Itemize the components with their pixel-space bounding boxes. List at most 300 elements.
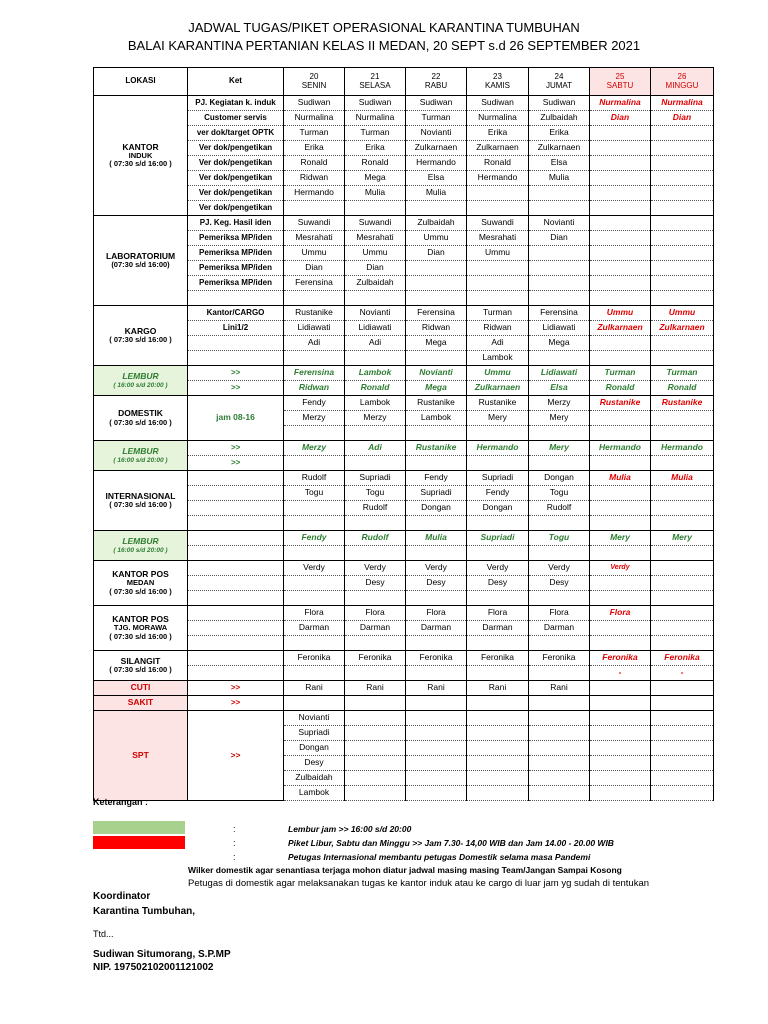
lokasi-line: MEDAN	[126, 578, 155, 588]
shift-cell-selasa	[345, 546, 406, 561]
shift-cell-rabu: Dian	[406, 246, 467, 261]
lokasi-lembur-3	[94, 531, 188, 561]
shift-cell-kamis: Dongan	[467, 501, 529, 516]
shift-cell-jumat	[529, 546, 590, 561]
shift-cell-rabu	[406, 771, 467, 786]
day-date: 20	[309, 71, 319, 81]
shift-cell-sabtu	[590, 186, 651, 201]
shift-cell-rabu	[406, 666, 467, 681]
shift-cell-senin	[284, 291, 345, 306]
shift-cell-selasa: Lidiawati	[345, 321, 406, 336]
shift-cell-kamis: Hermando	[467, 171, 529, 186]
shift-cell-senin: Rustanike	[284, 306, 345, 321]
shift-cell-sabtu: -	[590, 666, 651, 681]
ket-cell: >>	[188, 441, 284, 456]
shift-cell-rabu: Sudiwan	[406, 96, 467, 111]
lokasi-line: KARGO	[124, 325, 157, 336]
shift-cell-senin: Ferensina	[284, 366, 345, 381]
shift-cell-selasa	[345, 426, 406, 441]
shift-cell-kamis	[467, 276, 529, 291]
shift-cell-minggu	[651, 546, 714, 561]
shift-cell-minggu: Dian	[651, 111, 714, 126]
lokasi-line: SAKIT	[127, 697, 154, 708]
shift-cell-sabtu: Ronald	[590, 381, 651, 396]
shift-cell-minggu	[651, 276, 714, 291]
shift-cell-kamis: Mesrahati	[467, 231, 529, 246]
shift-cell-selasa: Dian	[345, 261, 406, 276]
shift-cell-minggu	[651, 501, 714, 516]
shift-cell-jumat	[529, 276, 590, 291]
lokasi-kantor-pos-medan	[94, 561, 188, 606]
shift-cell-selasa	[345, 786, 406, 801]
shift-cell-senin: Mesrahati	[284, 231, 345, 246]
schedule-table	[93, 67, 714, 801]
shift-cell-rabu: Feronika	[406, 651, 467, 666]
shift-cell-kamis: Zulkarnaen	[467, 141, 529, 156]
shift-cell-kamis: Desy	[467, 576, 529, 591]
shift-cell-kamis: Supriadi	[467, 531, 529, 546]
table-row	[94, 216, 714, 231]
ket-cell: >>	[188, 696, 284, 711]
shift-cell-senin: Ummu	[284, 246, 345, 261]
shift-cell-jumat	[529, 351, 590, 366]
shift-cell-rabu: Verdy	[406, 561, 467, 576]
shift-cell-selasa: Mesrahati	[345, 231, 406, 246]
shift-cell-rabu	[406, 201, 467, 216]
shift-cell-rabu	[406, 546, 467, 561]
shift-cell-rabu	[406, 711, 467, 726]
shift-cell-selasa: Ronald	[345, 381, 406, 396]
shift-cell-selasa: Erika	[345, 141, 406, 156]
shift-cell-rabu: Rustanike	[406, 396, 467, 411]
shift-cell-minggu	[651, 726, 714, 741]
shift-cell-jumat: Mery	[529, 411, 590, 426]
shift-cell-sabtu	[590, 246, 651, 261]
shift-cell-senin: Nurmalina	[284, 111, 345, 126]
lokasi-lembur-2	[94, 441, 188, 471]
shift-cell-sabtu: Zulkarnaen	[590, 321, 651, 336]
ket-cell	[188, 336, 284, 351]
shift-cell-selasa	[345, 756, 406, 771]
shift-cell-rabu	[406, 741, 467, 756]
shift-cell-selasa: Turman	[345, 126, 406, 141]
lokasi-line: KANTOR POS	[112, 614, 169, 625]
shift-cell-minggu	[651, 411, 714, 426]
shift-cell-sabtu: Mulia	[590, 471, 651, 486]
lokasi-internasional	[94, 471, 188, 531]
shift-cell-sabtu	[590, 171, 651, 186]
shift-cell-rabu	[406, 636, 467, 651]
shift-cell-senin: Dongan	[284, 741, 345, 756]
lokasi-line: INDUK	[128, 150, 153, 160]
shift-cell-rabu: Mulia	[406, 531, 467, 546]
shift-cell-rabu: Ridwan	[406, 321, 467, 336]
lokasi-lembur-1	[94, 366, 188, 396]
day-date: 21	[370, 71, 380, 81]
shift-cell-sabtu	[590, 456, 651, 471]
table-row	[94, 396, 714, 411]
shift-cell-selasa: Feronika	[345, 651, 406, 666]
shift-cell-senin: Flora	[284, 606, 345, 621]
ket-cell: Pemeriksa MP/iden	[188, 246, 284, 261]
note-internasional: Petugas Internasional membantu petugas Domestik selama masa Pandemi	[288, 852, 591, 862]
shift-cell-sabtu: Mery	[590, 531, 651, 546]
table-row	[94, 606, 714, 621]
shift-cell-selasa: Rudolf	[345, 501, 406, 516]
shift-cell-senin	[284, 501, 345, 516]
shift-cell-rabu: Mega	[406, 336, 467, 351]
shift-cell-kamis	[467, 756, 529, 771]
shift-cell-jumat	[529, 741, 590, 756]
header-row	[94, 68, 714, 96]
shift-cell-minggu	[651, 201, 714, 216]
shift-cell-kamis: Feronika	[467, 651, 529, 666]
header-lokasi: LOKASI	[94, 68, 188, 96]
shift-cell-sabtu	[590, 426, 651, 441]
shift-cell-jumat: Lidiawati	[529, 321, 590, 336]
lokasi-line: KANTOR POS	[112, 569, 169, 580]
lokasi-line: ( 07:30 s/d 16:00 )	[109, 665, 172, 675]
shift-cell-rabu: Desy	[406, 576, 467, 591]
shift-cell-senin	[284, 351, 345, 366]
shift-cell-minggu: Turman	[651, 366, 714, 381]
ket-cell	[188, 486, 284, 501]
legend-red-swatch	[93, 836, 185, 849]
table-row	[94, 561, 714, 576]
shift-cell-jumat: Elsa	[529, 381, 590, 396]
shift-cell-jumat: Feronika	[529, 651, 590, 666]
ket-cell: Pemeriksa MP/iden	[188, 261, 284, 276]
ket-cell	[188, 531, 284, 546]
shift-cell-jumat: Rudolf	[529, 501, 590, 516]
shift-cell-jumat: Mery	[529, 441, 590, 456]
lokasi-line: LEMBUR	[122, 536, 159, 547]
shift-cell-rabu	[406, 291, 467, 306]
shift-cell-selasa: Lambok	[345, 396, 406, 411]
shift-cell-kamis: Ummu	[467, 366, 529, 381]
header-day-kamis	[467, 68, 529, 96]
ket-cell: Pemeriksa MP/iden	[188, 276, 284, 291]
shift-cell-jumat	[529, 591, 590, 606]
shift-cell-rabu: Supriadi	[406, 486, 467, 501]
shift-cell-minggu: Feronika	[651, 651, 714, 666]
shift-cell-senin	[284, 516, 345, 531]
shift-cell-sabtu	[590, 231, 651, 246]
shift-cell-jumat: Darman	[529, 621, 590, 636]
shift-cell-kamis	[467, 786, 529, 801]
shift-cell-selasa: Supriadi	[345, 471, 406, 486]
shift-cell-jumat: Zulbaidah	[529, 111, 590, 126]
shift-cell-senin: Ronald	[284, 156, 345, 171]
table-row	[94, 471, 714, 486]
shift-cell-minggu	[651, 336, 714, 351]
shift-cell-rabu: Rustanike	[406, 441, 467, 456]
shift-cell-minggu	[651, 636, 714, 651]
shift-cell-minggu	[651, 591, 714, 606]
shift-cell-jumat: Elsa	[529, 156, 590, 171]
shift-cell-selasa: Verdy	[345, 561, 406, 576]
lokasi-line: TJG. MORAWA	[113, 623, 168, 633]
shift-cell-kamis	[467, 591, 529, 606]
ket-cell	[188, 636, 284, 651]
shift-cell-selasa: Rani	[345, 681, 406, 696]
shift-cell-selasa	[345, 741, 406, 756]
shift-cell-senin: Feronika	[284, 651, 345, 666]
shift-cell-selasa: Rudolf	[345, 531, 406, 546]
shift-cell-selasa: Darman	[345, 621, 406, 636]
shift-cell-jumat: Rani	[529, 681, 590, 696]
shift-cell-selasa	[345, 771, 406, 786]
lokasi-line: LEMBUR	[122, 446, 159, 457]
lokasi-kantor-induk	[94, 96, 188, 216]
shift-cell-selasa: Lambok	[345, 366, 406, 381]
lokasi-kantor-pos-tjg	[94, 606, 188, 651]
shift-cell-kamis: Rani	[467, 681, 529, 696]
table-row	[94, 696, 714, 711]
shift-cell-sabtu: Turman	[590, 366, 651, 381]
day-date: 24	[554, 71, 564, 81]
ket-cell: Ver dok/pengetikan	[188, 171, 284, 186]
shift-cell-selasa	[345, 726, 406, 741]
shift-cell-kamis	[467, 291, 529, 306]
shift-cell-kamis: Nurmalina	[467, 111, 529, 126]
shift-cell-selasa: Merzy	[345, 411, 406, 426]
shift-cell-rabu	[406, 426, 467, 441]
shift-cell-kamis: Lambok	[467, 351, 529, 366]
shift-cell-sabtu	[590, 291, 651, 306]
colon: :	[233, 824, 236, 834]
shift-cell-senin: Rani	[284, 681, 345, 696]
shift-cell-sabtu	[590, 201, 651, 216]
shift-cell-jumat	[529, 261, 590, 276]
day-date: 25	[615, 71, 625, 81]
lokasi-laboratorium	[94, 216, 188, 306]
shift-cell-minggu: Mulia	[651, 471, 714, 486]
shift-cell-senin	[284, 576, 345, 591]
day-name: JUMAT	[545, 80, 573, 90]
shift-cell-kamis: Adi	[467, 336, 529, 351]
shift-cell-sabtu	[590, 636, 651, 651]
shift-cell-kamis: Ummu	[467, 246, 529, 261]
shift-cell-senin: Fendy	[284, 396, 345, 411]
shift-cell-minggu	[651, 741, 714, 756]
shift-cell-rabu: Dongan	[406, 501, 467, 516]
shift-cell-sabtu: Ummu	[590, 306, 651, 321]
ket-cell	[188, 621, 284, 636]
shift-cell-kamis	[467, 261, 529, 276]
shift-cell-selasa	[345, 291, 406, 306]
lokasi-line: ( 07:30 s/d 16:00 )	[109, 159, 172, 169]
lokasi-cuti	[94, 681, 188, 696]
shift-cell-jumat: Merzy	[529, 396, 590, 411]
shift-cell-senin: Merzy	[284, 411, 345, 426]
ket-domestik: jam 08-16	[188, 396, 284, 441]
lokasi-silangit	[94, 651, 188, 681]
shift-cell-rabu: Hermando	[406, 156, 467, 171]
shift-cell-selasa	[345, 351, 406, 366]
shift-cell-selasa: Adi	[345, 336, 406, 351]
shift-cell-kamis	[467, 201, 529, 216]
lokasi-spt	[94, 711, 188, 801]
shift-cell-rabu: Mega	[406, 381, 467, 396]
shift-cell-sabtu	[590, 141, 651, 156]
shift-cell-kamis: Sudiwan	[467, 96, 529, 111]
shift-cell-sabtu	[590, 576, 651, 591]
shift-cell-selasa: Mega	[345, 171, 406, 186]
shift-cell-jumat	[529, 771, 590, 786]
shift-cell-kamis: Fendy	[467, 486, 529, 501]
shift-cell-kamis	[467, 186, 529, 201]
ket-cell: >>	[188, 366, 284, 381]
shift-cell-senin: Dian	[284, 261, 345, 276]
header-day-sabtu	[590, 68, 651, 96]
shift-cell-rabu: Zulbaidah	[406, 216, 467, 231]
shift-cell-senin: Ridwan	[284, 381, 345, 396]
shift-cell-selasa: Sudiwan	[345, 96, 406, 111]
ket-cell: Ver dok/pengetikan	[188, 201, 284, 216]
lokasi-line: LABORATORIUM	[105, 250, 176, 261]
shift-cell-senin: Verdy	[284, 561, 345, 576]
table-row	[94, 306, 714, 321]
shift-cell-rabu: Fendy	[406, 471, 467, 486]
shift-cell-minggu	[651, 426, 714, 441]
legend-green-swatch	[93, 821, 185, 834]
shift-cell-kamis: Erika	[467, 126, 529, 141]
shift-cell-jumat: Verdy	[529, 561, 590, 576]
ket-cell	[188, 606, 284, 621]
shift-cell-senin: Adi	[284, 336, 345, 351]
table-row	[94, 651, 714, 666]
shift-cell-sabtu	[590, 411, 651, 426]
shift-cell-jumat: Flora	[529, 606, 590, 621]
shift-cell-sabtu	[590, 711, 651, 726]
shift-cell-senin: Merzy	[284, 441, 345, 456]
signatory-nip: NIP. 197502102001121002	[93, 962, 214, 973]
shift-cell-selasa: Desy	[345, 576, 406, 591]
shift-cell-selasa: Novianti	[345, 306, 406, 321]
colon: :	[233, 852, 236, 862]
shift-cell-senin: Lidiawati	[284, 321, 345, 336]
table-row	[94, 96, 714, 111]
shift-cell-minggu	[651, 261, 714, 276]
shift-cell-minggu	[651, 126, 714, 141]
shift-cell-senin: Fendy	[284, 531, 345, 546]
ket-cell: Pemeriksa MP/iden	[188, 231, 284, 246]
ket-cell	[188, 351, 284, 366]
shift-cell-kamis: Flora	[467, 606, 529, 621]
shift-cell-jumat	[529, 291, 590, 306]
shift-cell-minggu	[651, 291, 714, 306]
shift-cell-selasa: Adi	[345, 441, 406, 456]
shift-cell-rabu	[406, 726, 467, 741]
ket-cell: Customer servis	[188, 111, 284, 126]
shift-cell-senin	[284, 636, 345, 651]
shift-cell-minggu: Mery	[651, 531, 714, 546]
ket-cell	[188, 666, 284, 681]
ket-cell: Lini1/2	[188, 321, 284, 336]
ket-spt: >>	[188, 711, 284, 801]
shift-cell-kamis: Rustanike	[467, 396, 529, 411]
shift-cell-jumat	[529, 186, 590, 201]
shift-cell-minggu	[651, 516, 714, 531]
shift-cell-selasa	[345, 456, 406, 471]
shift-cell-sabtu	[590, 546, 651, 561]
shift-cell-senin	[284, 591, 345, 606]
shift-cell-kamis	[467, 426, 529, 441]
ket-cell: >>	[188, 381, 284, 396]
shift-cell-selasa	[345, 516, 406, 531]
lokasi-line: ( 16:00 s/d 20:00 )	[113, 456, 168, 464]
shift-cell-minggu: Rustanike	[651, 396, 714, 411]
shift-cell-sabtu	[590, 516, 651, 531]
header-day-rabu	[406, 68, 467, 96]
shift-cell-jumat	[529, 516, 590, 531]
shift-cell-rabu: Elsa	[406, 171, 467, 186]
shift-cell-jumat	[529, 246, 590, 261]
shift-cell-sabtu: Dian	[590, 111, 651, 126]
notes-heading: Keterangan :	[93, 797, 149, 807]
shift-cell-kamis: Verdy	[467, 561, 529, 576]
lokasi-line: ( 07:30 s/d 16:00 )	[109, 335, 172, 345]
day-name: SELASA	[359, 80, 391, 90]
shift-cell-rabu: Novianti	[406, 366, 467, 381]
shift-cell-jumat	[529, 696, 590, 711]
shift-cell-senin	[284, 696, 345, 711]
shift-cell-minggu	[651, 246, 714, 261]
header-day-selasa	[345, 68, 406, 96]
shift-cell-minggu	[651, 186, 714, 201]
lokasi-line: INTERNASIONAL	[105, 490, 176, 501]
shift-cell-senin: Lambok	[284, 786, 345, 801]
header-day-minggu	[651, 68, 714, 96]
shift-cell-rabu	[406, 786, 467, 801]
shift-cell-selasa: Suwandi	[345, 216, 406, 231]
shift-cell-kamis: Hermando	[467, 441, 529, 456]
shift-cell-jumat: Erika	[529, 126, 590, 141]
lokasi-domestik	[94, 396, 188, 441]
shift-cell-jumat: Dongan	[529, 471, 590, 486]
shift-cell-rabu: Novianti	[406, 126, 467, 141]
shift-cell-kamis: Suwandi	[467, 216, 529, 231]
shift-cell-senin: Sudiwan	[284, 96, 345, 111]
shift-cell-jumat: Zulkarnaen	[529, 141, 590, 156]
shift-cell-sabtu	[590, 501, 651, 516]
shift-cell-minggu	[651, 621, 714, 636]
lokasi-kargo	[94, 306, 188, 366]
day-date: 23	[493, 71, 502, 81]
shift-cell-kamis: Darman	[467, 621, 529, 636]
shift-cell-jumat	[529, 756, 590, 771]
shift-cell-minggu	[651, 456, 714, 471]
shift-cell-kamis: Turman	[467, 306, 529, 321]
lokasi-line: SPT	[132, 749, 149, 760]
shift-cell-minggu	[651, 156, 714, 171]
lokasi-line: SILANGIT	[120, 655, 161, 666]
ket-cell: Kantor/CARGO	[188, 306, 284, 321]
shift-cell-sabtu	[590, 216, 651, 231]
shift-cell-sabtu	[590, 696, 651, 711]
shift-cell-senin: Ridwan	[284, 171, 345, 186]
shift-cell-selasa: Mulia	[345, 186, 406, 201]
lokasi-line: ( 16:00 s/d 20:00 )	[113, 546, 168, 554]
ket-cell	[188, 651, 284, 666]
lokasi-line: ( 07:30 s/d 16:00 )	[109, 500, 172, 510]
shift-cell-sabtu	[590, 786, 651, 801]
table-row	[94, 366, 714, 381]
day-date: 22	[431, 71, 441, 81]
shift-cell-rabu: Ferensina	[406, 306, 467, 321]
shift-cell-selasa	[345, 711, 406, 726]
